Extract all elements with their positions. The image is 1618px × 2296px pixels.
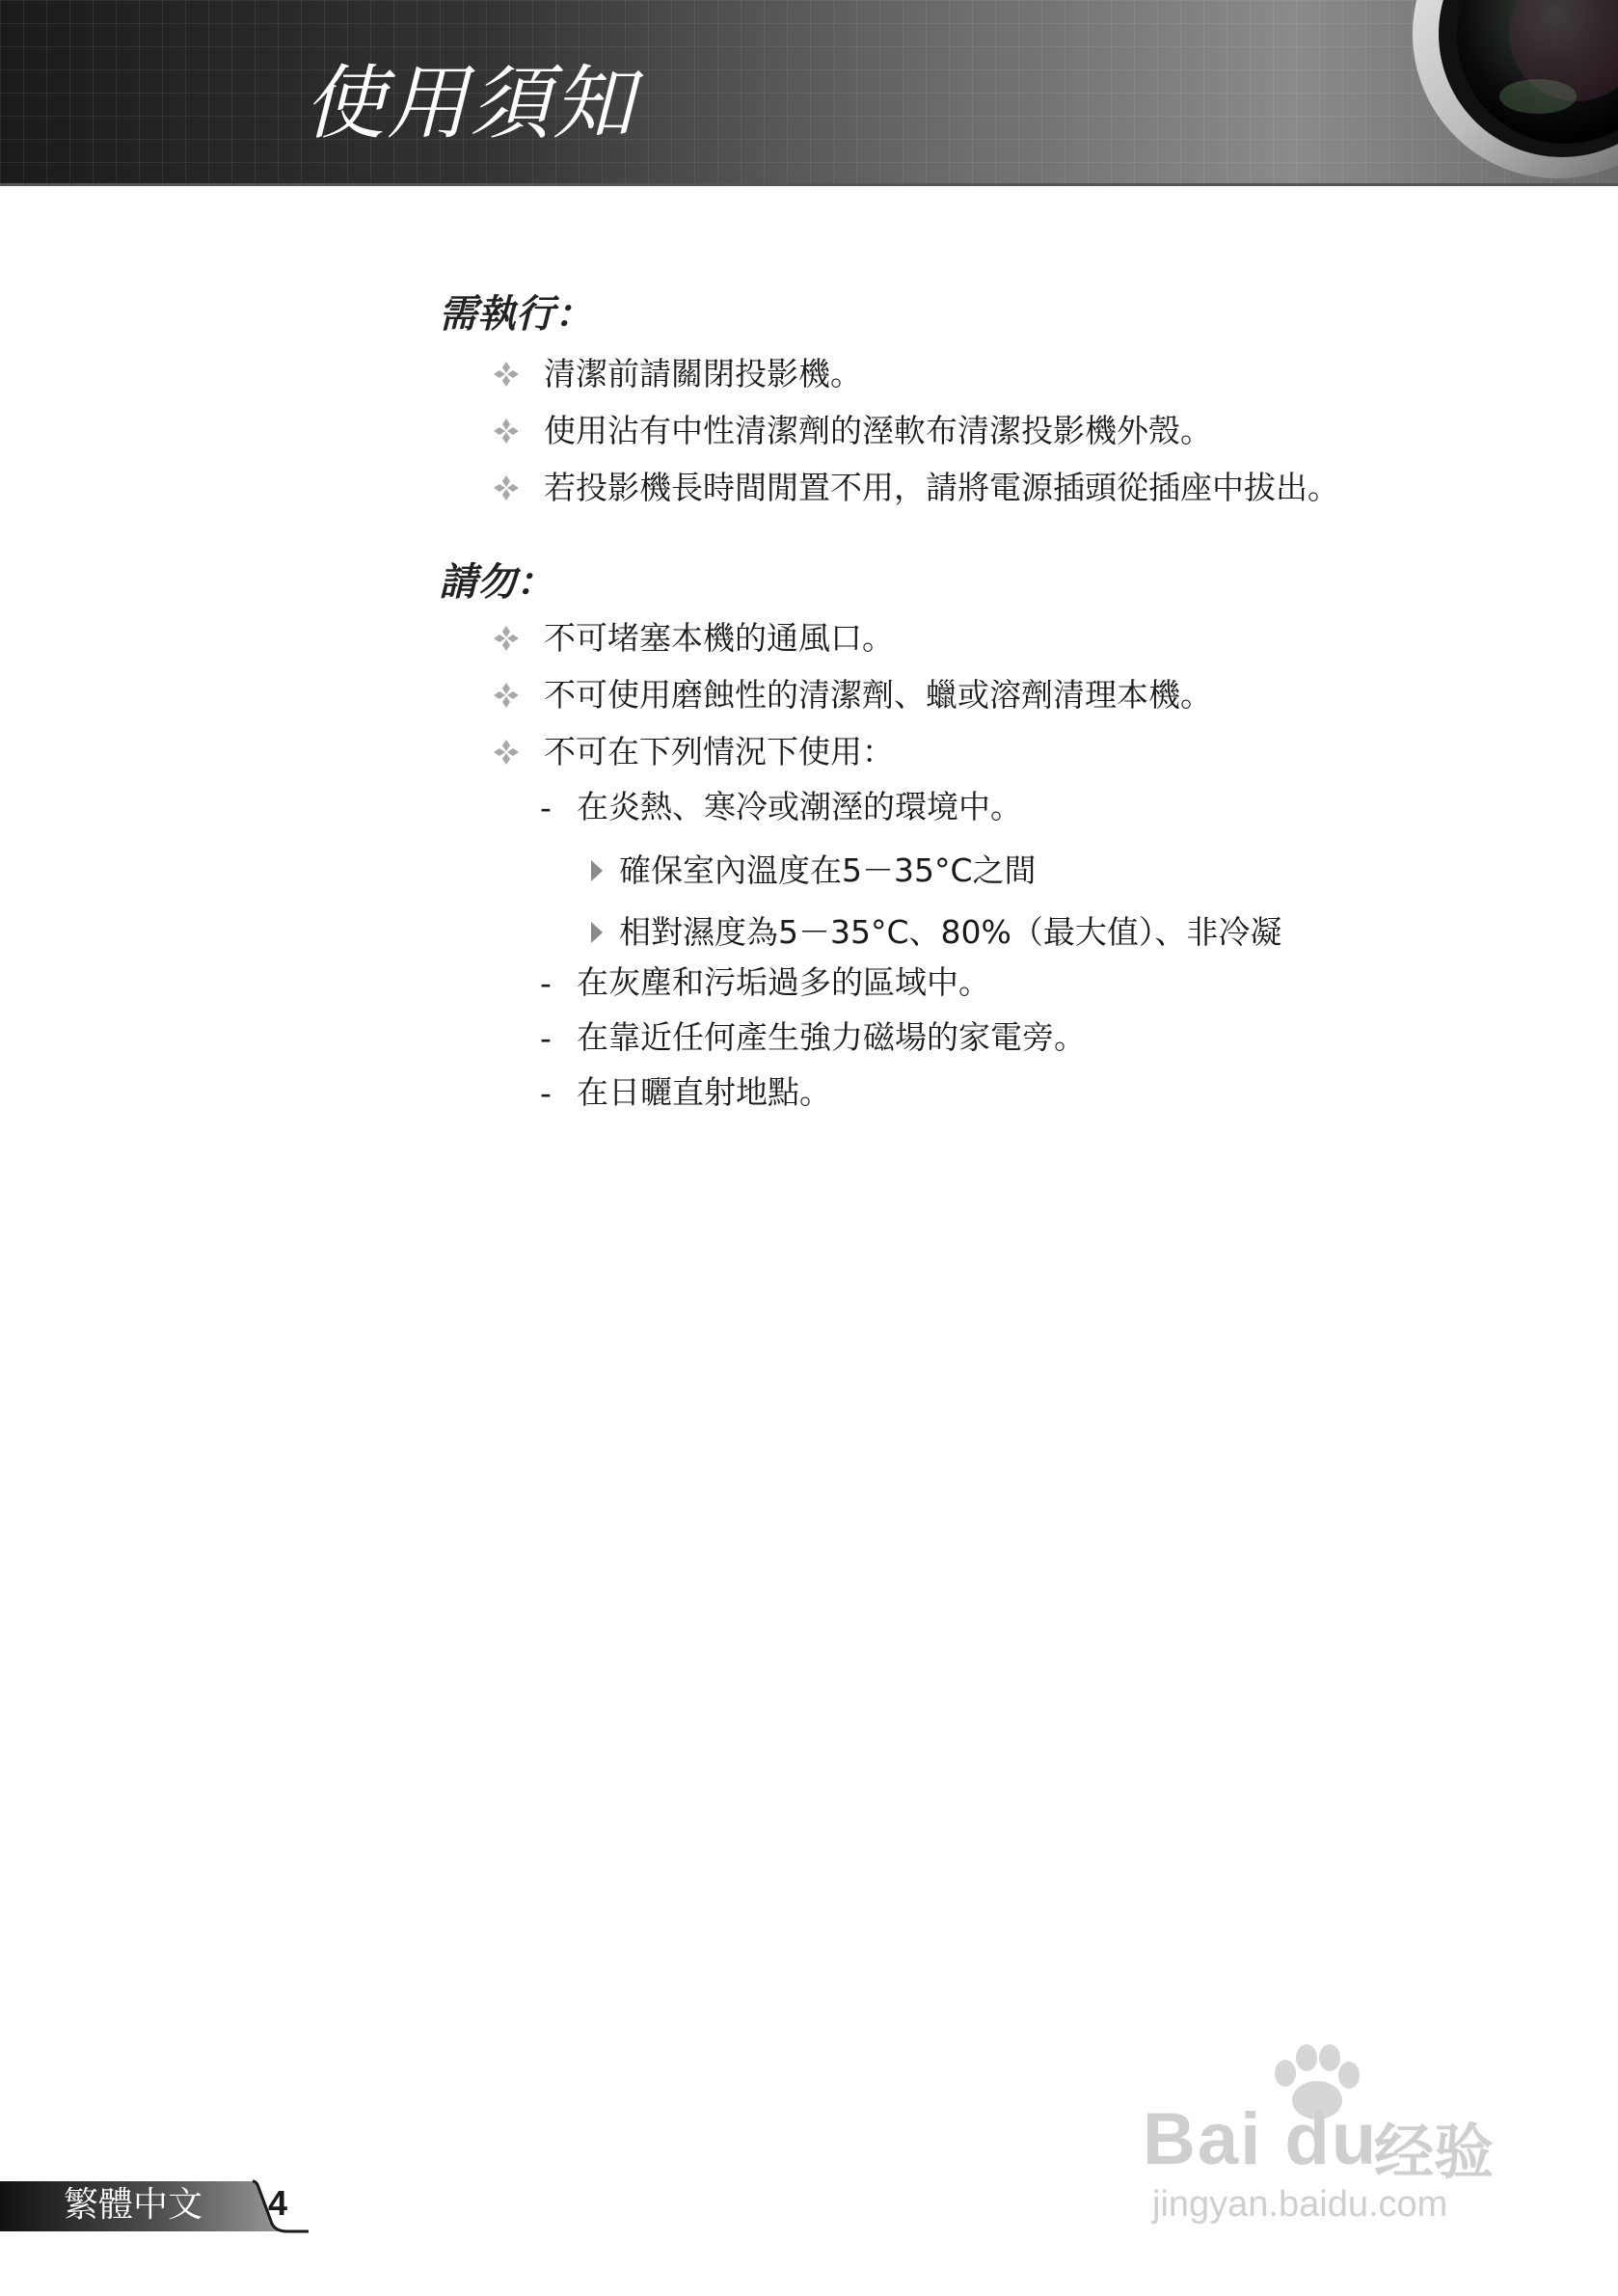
condition-item bbox=[540, 1018, 1086, 1057]
page-title: 使用須知 bbox=[304, 56, 636, 150]
climate-note-item bbox=[588, 911, 1281, 954]
list-item bbox=[492, 469, 1339, 507]
four-diamond-bullet-icon bbox=[492, 681, 521, 710]
list-item bbox=[492, 355, 862, 393]
condition-item bbox=[540, 788, 1022, 826]
do-item-text: 使用沾有中性清潔劑的溼軟布清潔投影機外殼。 bbox=[544, 412, 1212, 449]
do-item-text: 清潔前請關閉投影機。 bbox=[544, 355, 862, 392]
four-diamond-bullet-icon bbox=[492, 738, 521, 767]
watermark-brand-cn: 经验 bbox=[1374, 2117, 1495, 2187]
triangle-arrow-icon bbox=[588, 920, 606, 945]
list-item bbox=[492, 733, 894, 771]
condition-text: 在靠近任何產生強力磁場的家電旁。 bbox=[577, 1018, 1086, 1056]
four-diamond-bullet-icon bbox=[492, 624, 521, 653]
header-divider bbox=[0, 183, 1618, 186]
condition-text: 在灰塵和污垢過多的區域中。 bbox=[577, 963, 990, 1001]
dash-marker: - bbox=[540, 1073, 552, 1112]
header-banner bbox=[0, 0, 1618, 186]
projector-lens-image bbox=[1393, 0, 1618, 178]
watermark-url: jingyan.baidu.com bbox=[1152, 2184, 1448, 2225]
dash-marker: - bbox=[540, 1018, 552, 1057]
list-item bbox=[492, 676, 1212, 715]
footer-language-label: 繁體中文 bbox=[64, 2185, 203, 2225]
do-item-text: 若投影機長時間閒置不用，請將電源插頭從插座中拔出。 bbox=[544, 469, 1339, 506]
four-diamond-bullet-icon bbox=[492, 360, 521, 389]
dash-marker: - bbox=[540, 963, 552, 1002]
climate-note-text: 相對濕度為5－35°C、80%（最大值）、非冷凝 bbox=[619, 913, 1282, 951]
climate-note-item bbox=[588, 850, 1037, 892]
dont-item-text: 不可在下列情況下使用： bbox=[544, 733, 894, 770]
four-diamond-bullet-icon bbox=[492, 417, 521, 446]
dont-section-heading: 請勿： bbox=[439, 560, 554, 605]
condition-item bbox=[540, 963, 990, 1002]
do-section-heading: 需執行： bbox=[439, 292, 593, 337]
dont-item-text: 不可使用磨蝕性的清潔劑、蠟或溶劑清理本機。 bbox=[544, 676, 1212, 714]
watermark-brand: Bai du bbox=[1143, 2098, 1379, 2180]
condition-item bbox=[540, 1073, 831, 1112]
list-item bbox=[492, 619, 894, 658]
page-number: 4 bbox=[268, 2183, 288, 2223]
condition-text: 在日曬直射地點。 bbox=[577, 1073, 831, 1111]
condition-text: 在炎熱、寒冷或潮溼的環境中。 bbox=[577, 788, 1022, 825]
climate-note-text: 確保室內溫度在5－35°C之間 bbox=[619, 851, 1037, 889]
triangle-arrow-icon bbox=[588, 858, 606, 883]
dash-marker: - bbox=[540, 788, 552, 826]
four-diamond-bullet-icon bbox=[492, 473, 521, 502]
baidu-watermark bbox=[1143, 2044, 1548, 2237]
list-item bbox=[492, 412, 1212, 450]
dont-item-text: 不可堵塞本機的通風口。 bbox=[544, 619, 894, 657]
